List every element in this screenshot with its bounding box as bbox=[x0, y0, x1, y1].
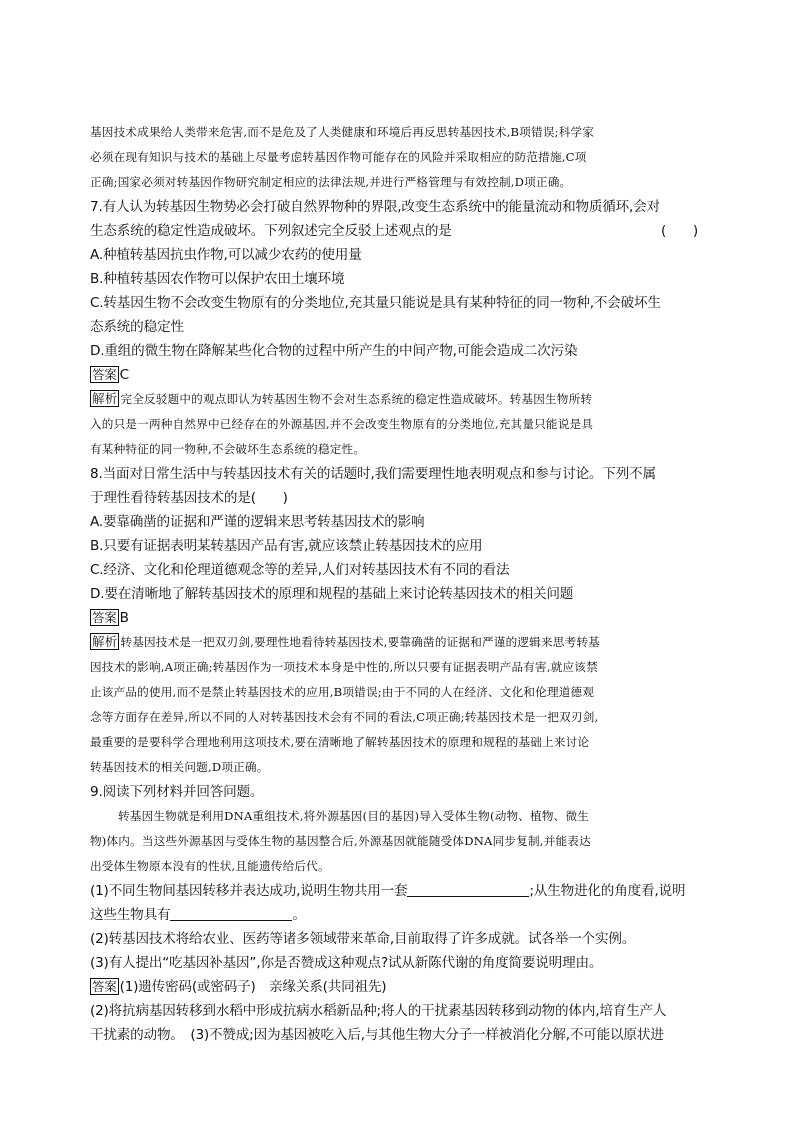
q7-stem-line-1: 7.有人认为转基因生物势必会打破自然界物种的界限,改变生态系统中的能量流动和物质循环,会对 bbox=[90, 199, 660, 215]
q9-sub1-text-c: 这些生物具有 bbox=[90, 907, 171, 923]
q9-answer-line-1 bbox=[90, 975, 702, 999]
q8-option-b: B.只要有证据表明某转基因产品有害,就应该禁止转基因技术的应用 bbox=[90, 538, 483, 554]
q9-answer-line-2: (2)将抗病基因转移到水稻中形成抗病水稻新品种;将人的干扰素基因转移到动物的体内,培育生产人 bbox=[90, 1003, 667, 1019]
q8-explanation-text-1: 转基因技术是一把双刃剑,要理性地看待转基因技术,要靠确凿的证据和严谨的逻辑来思考转基 bbox=[120, 635, 600, 649]
q8-option-d: D.要在清晰地了解转基因技术的原理和规程的基础上来讨论转基因技术的相关问题 bbox=[90, 586, 574, 602]
q8-answer bbox=[90, 606, 702, 630]
q9-material-line-1: 转基因生物就是利用DNA重组技术,将外源基因(目的基因)导入受体生物(动物、植物、微生 bbox=[118, 809, 590, 823]
q9-sub1-text-a: (1)不同生物间基因转移并表达成功,说明生物共用一套 bbox=[90, 883, 408, 899]
q7-answer bbox=[90, 363, 702, 387]
q9-sub2: (2)转基因技术将给农业、医药等诸多领域带来革命,目前取得了许多成就。试各举一个实例。 bbox=[90, 931, 636, 947]
q7-explanation-line-2: 入的只是一两种自然界中已经存在的外源基因,并不会改变生物原有的分类地位,充其量只能说是具 bbox=[90, 417, 594, 431]
q8-explanation-line-1 bbox=[90, 630, 702, 655]
q8-explanation-line-3: 止该产品的使用,而不是禁止转基因技术的应用,B项错误;由于不同的人在经济、文化和伦理道德观 bbox=[90, 685, 595, 699]
q8-explanation-line-5: 最重要的是要科学合理地利用这项技术,要在清晰地了解转基因技术的原理和规程的基础上来讨论 bbox=[90, 735, 590, 749]
q9-answer-line-3: 干扰素的动物。 (3)不赞成;因为基因被吃入后,与其他生物大分子一样被消化分解,不可能以原状进 bbox=[90, 1027, 664, 1043]
q9-sub1-text-b: ;从生物进化的角度看,说明 bbox=[529, 883, 686, 899]
q7-explanation-line-1 bbox=[90, 387, 702, 412]
explanation-label: 解析 bbox=[92, 391, 118, 406]
fill-blank-1[interactable] bbox=[407, 881, 529, 897]
q9-sub3: (3)有人提出“吃基因补基因”,你是否赞成这种观点?试从新陈代谢的角度简要说明理由。 bbox=[90, 955, 603, 971]
q9-material-line-2: 物)体内。当这些外源基因与受体生物的基因整合后,外源基因就能随受体DNA同步复制,并能表达 bbox=[90, 834, 591, 848]
q9-material-line-3: 出受体生物原本没有的性状,且能遗传给后代。 bbox=[90, 859, 330, 873]
q8-explanation-line-4: 念等方面存在差异,所以不同的人对转基因技术会有不同的看法,C项正确;转基因技术是一把双刃剑, bbox=[90, 710, 599, 724]
q7-option-a: A.种植转基因抗虫作物,可以减少农药的使用量 bbox=[90, 247, 362, 263]
q9-sub1-line-2 bbox=[90, 903, 702, 927]
q7-explanation-text-1: 完全反驳题中的观点即认为转基因生物不会对生态系统的稳定性造成破坏。转基因生物所转 bbox=[120, 392, 593, 406]
q7-answer-paren: ( ) bbox=[661, 223, 698, 239]
q7-stem-text: 生态系统的稳定性造成破坏。下列叙述完全反驳上述观点的是 bbox=[90, 223, 452, 239]
q8-stem-line-1: 8.当面对日常生活中与转基因技术有关的话题时,我们需要理性地表明观点和参与讨论。下列不属 bbox=[90, 466, 656, 482]
q8-explanation-line-6: 转基因技术的相关问题,D项正确。 bbox=[90, 760, 269, 774]
q8-option-a: A.要靠确凿的证据和严谨的逻辑来思考转基因技术的影响 bbox=[90, 514, 425, 530]
q9-sub1-line-1 bbox=[90, 879, 702, 903]
q7-option-d: D.重组的微生物在降解某些化合物的过程中所产生的中间产物,可能会造成二次污染 bbox=[90, 343, 578, 359]
q7-option-b: B.种植转基因农作物可以保护农田土壤环境 bbox=[90, 271, 345, 287]
q7-stem-line-2 bbox=[90, 219, 702, 243]
q8-answer-value: B bbox=[119, 610, 129, 626]
answer-label: 答案 bbox=[92, 610, 117, 625]
answer-label: 答案 bbox=[92, 979, 117, 994]
q9-sub1-text-d: 。 bbox=[292, 907, 306, 923]
page-content bbox=[90, 120, 702, 1047]
q9-stem: 9.阅读下列材料并回答问题。 bbox=[90, 784, 264, 800]
q8-stem-line-2: 于理性看待转基因技术的是( ) bbox=[90, 490, 288, 506]
answer-label: 答案 bbox=[92, 367, 117, 382]
q7-explanation-line-3: 有某种特征的同一物种,不会破坏生态系统的稳定性。 bbox=[90, 442, 366, 456]
q7-answer-value: C bbox=[119, 367, 129, 383]
q7-option-c-line-1: C.转基因生物不会改变生物原有的分类地位,充其量只能说是具有某种特征的同一物种,不会破坏生 bbox=[90, 295, 661, 311]
q9-answer-text-1: (1)遗传密码(或密码子) 亲缘关系(共同祖先) bbox=[119, 979, 387, 995]
q8-option-c: C.经济、文化和伦理道德观念等的差异,人们对转基因技术有不同的看法 bbox=[90, 562, 510, 578]
prev-explanation-line-1: 基因技术成果给人类带来危害,而不是危及了人类健康和环境后再反思转基因技术,B项错误;科学家 bbox=[90, 125, 595, 139]
q7-option-c-line-2: 态系统的稳定性 bbox=[90, 319, 184, 335]
prev-explanation-line-2: 必须在现有知识与技术的基础上尽量考虑转基因作物可能存在的风险并采取相应的防范措施,C项 bbox=[90, 150, 587, 164]
fill-blank-2[interactable] bbox=[170, 905, 292, 921]
q8-explanation-line-2: 因技术的影响,A项正确;转基因作为一项技术本身是中性的,所以只要有证据表明产品有害,就应该禁 bbox=[90, 660, 598, 674]
explanation-label: 解析 bbox=[92, 634, 118, 649]
prev-explanation-line-3: 正确;国家必须对转基因作物研究制定相应的法律法规,并进行严格管理与有效控制,D项正确。 bbox=[90, 175, 572, 189]
